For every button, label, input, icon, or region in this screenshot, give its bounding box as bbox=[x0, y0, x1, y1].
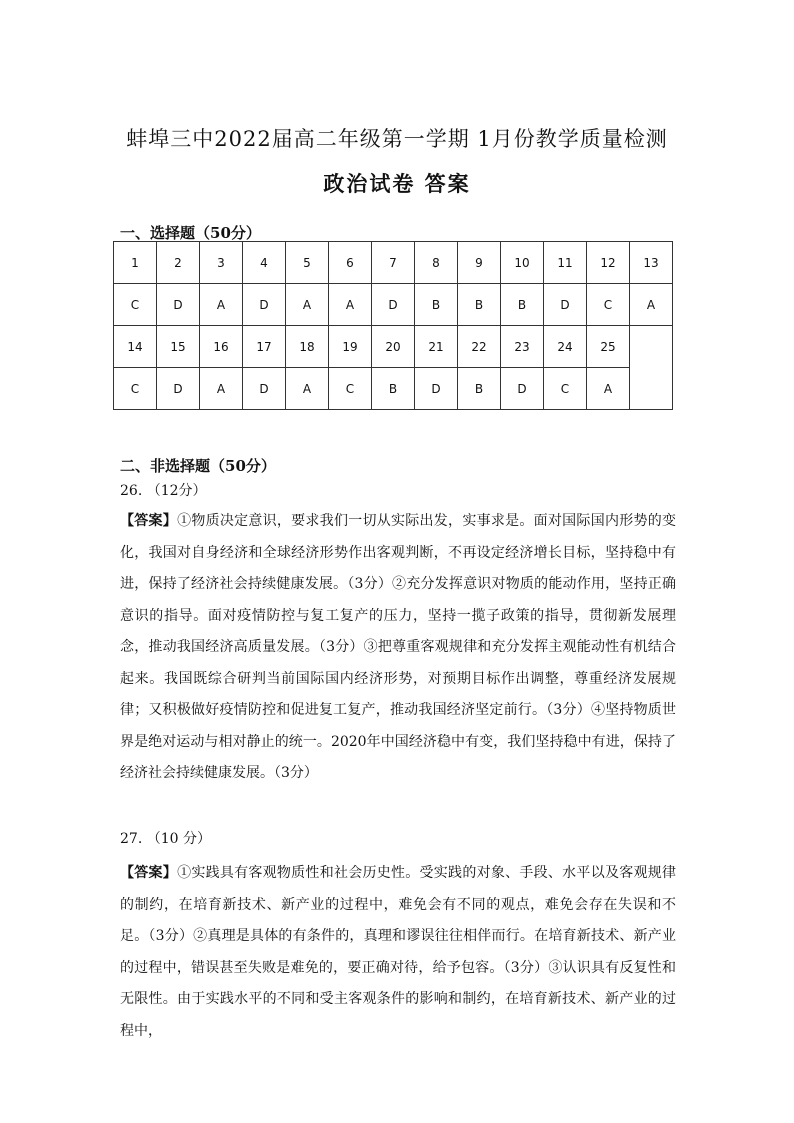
answer-tag: 【答案】 bbox=[120, 865, 178, 881]
question-number-cell: 12 bbox=[587, 242, 630, 284]
question-number-row bbox=[114, 326, 673, 368]
answer-tag: 【答案】 bbox=[120, 513, 178, 529]
answer-text: ①实践具有客观物质性和社会历史性。受实践的对象、手段、水平以及客观规律的制约，在培育新技术、新产业的过程中，难免会有不同的观点，难免会存在失误和不足。（3分）②真理是具体的有条件的，真理和谬误往往相伴而行。在培育新技术、新产业的过程中，错误甚至失败是难免的，要正确对待，给予包容。（3分）③认识具有反复性和无限性。由于实践水平的不同和受主客观条件的影响和制约，在培育新技术、新产业的过程中， bbox=[120, 865, 677, 1039]
question-number-cell: 6 bbox=[329, 242, 372, 284]
question-number-cell: 10 bbox=[501, 242, 544, 284]
answer-letter-cell: D bbox=[544, 284, 587, 326]
answer-letter-cell: D bbox=[243, 368, 286, 410]
question-number-cell: 8 bbox=[415, 242, 458, 284]
question-number-cell: 14 bbox=[114, 326, 157, 368]
answer-letter-cell: B bbox=[501, 284, 544, 326]
question-27-answer bbox=[120, 858, 676, 1047]
answer-letter-cell: B bbox=[458, 284, 501, 326]
answer-letter-cell: C bbox=[114, 284, 157, 326]
question-number-cell: 7 bbox=[372, 242, 415, 284]
answer-letter-cell: A bbox=[587, 368, 630, 410]
question-number-cell: 4 bbox=[243, 242, 286, 284]
answer-letter-cell: A bbox=[286, 368, 329, 410]
question-27-number: 27. （10 分） bbox=[120, 831, 211, 847]
answer-letter-cell: D bbox=[501, 368, 544, 410]
question-number-cell: 13 bbox=[630, 242, 673, 284]
answer-letter-cell: B bbox=[372, 368, 415, 410]
answer-letter-cell: A bbox=[200, 368, 243, 410]
question-number-cell: 21 bbox=[415, 326, 458, 368]
answer-letter-cell: A bbox=[200, 284, 243, 326]
exam-subtitle: 政治试卷 答案 bbox=[323, 171, 471, 196]
question-26-number: 26. （12分） bbox=[120, 483, 207, 499]
question-number-cell: 22 bbox=[458, 326, 501, 368]
answer-table bbox=[113, 241, 673, 410]
section-1-heading: 一、选择题（50分） bbox=[120, 224, 261, 242]
question-number-cell: 17 bbox=[243, 326, 286, 368]
question-number-cell: 19 bbox=[329, 326, 372, 368]
question-number-cell: 25 bbox=[587, 326, 630, 368]
empty-cell bbox=[630, 326, 673, 410]
answer-letter-cell: C bbox=[114, 368, 157, 410]
question-number-cell: 15 bbox=[157, 326, 200, 368]
question-number-cell: 24 bbox=[544, 326, 587, 368]
question-number-cell: 2 bbox=[157, 242, 200, 284]
answer-letter-cell: A bbox=[286, 284, 329, 326]
answer-letter-cell: A bbox=[329, 284, 372, 326]
question-number-cell: 1 bbox=[114, 242, 157, 284]
answer-text: ①物质决定意识，要求我们一切从实际出发，实事求是。面对国际国内形势的变化，我国对自身经济和全球经济形势作出客观判断，不再设定经济增长目标，坚持稳中有进，保持了经济社会持续健康发展。（3分）②充分发挥意识对物质的能动作用，坚持正确意识的指导。面对疫情防控与复工复产的压力，坚持一揽子政策的指导，贯彻新发展理念，推动我国经济高质量发展。（3分）③把尊重客观规律和充分发挥主观能动性有机结合起来。我国既综合研判当前国际国内经济形势，对预期目标作出调整，尊重经济发展规律；又积极做好疫情防控和促进复工复产，推动我国经济坚定前行。（3分）④坚持物质世界是绝对运动与相对静止的统一。2020年中国经济稳中有变，我们坚持稳中有进，保持了经济社会持续健康发展。（3分） bbox=[120, 513, 677, 781]
question-number-cell: 18 bbox=[286, 326, 329, 368]
question-number-cell: 3 bbox=[200, 242, 243, 284]
answer-letter-cell: D bbox=[415, 368, 458, 410]
answer-letter-cell: D bbox=[243, 284, 286, 326]
answer-letter-row bbox=[114, 368, 673, 410]
answer-letter-cell: D bbox=[157, 284, 200, 326]
section-2-heading: 二、非选择题（50分） bbox=[120, 457, 276, 475]
answer-letter-cell: C bbox=[544, 368, 587, 410]
question-number-cell: 11 bbox=[544, 242, 587, 284]
question-number-cell: 9 bbox=[458, 242, 501, 284]
answer-letter-cell: D bbox=[157, 368, 200, 410]
question-26-answer bbox=[120, 506, 676, 790]
question-number-cell: 5 bbox=[286, 242, 329, 284]
question-number-cell: 20 bbox=[372, 326, 415, 368]
question-number-cell: 23 bbox=[501, 326, 544, 368]
answer-letter-cell: C bbox=[587, 284, 630, 326]
answer-letter-cell: B bbox=[415, 284, 458, 326]
answer-letter-cell: D bbox=[372, 284, 415, 326]
exam-title: 蚌埠三中2022届高二年级第一学期 1月份教学质量检测 bbox=[126, 127, 668, 151]
answer-letter-cell: B bbox=[458, 368, 501, 410]
answer-letter-cell: C bbox=[329, 368, 372, 410]
question-number-row bbox=[114, 242, 673, 284]
question-number-cell: 16 bbox=[200, 326, 243, 368]
answer-letter-cell: A bbox=[630, 284, 673, 326]
answer-letter-row bbox=[114, 284, 673, 326]
